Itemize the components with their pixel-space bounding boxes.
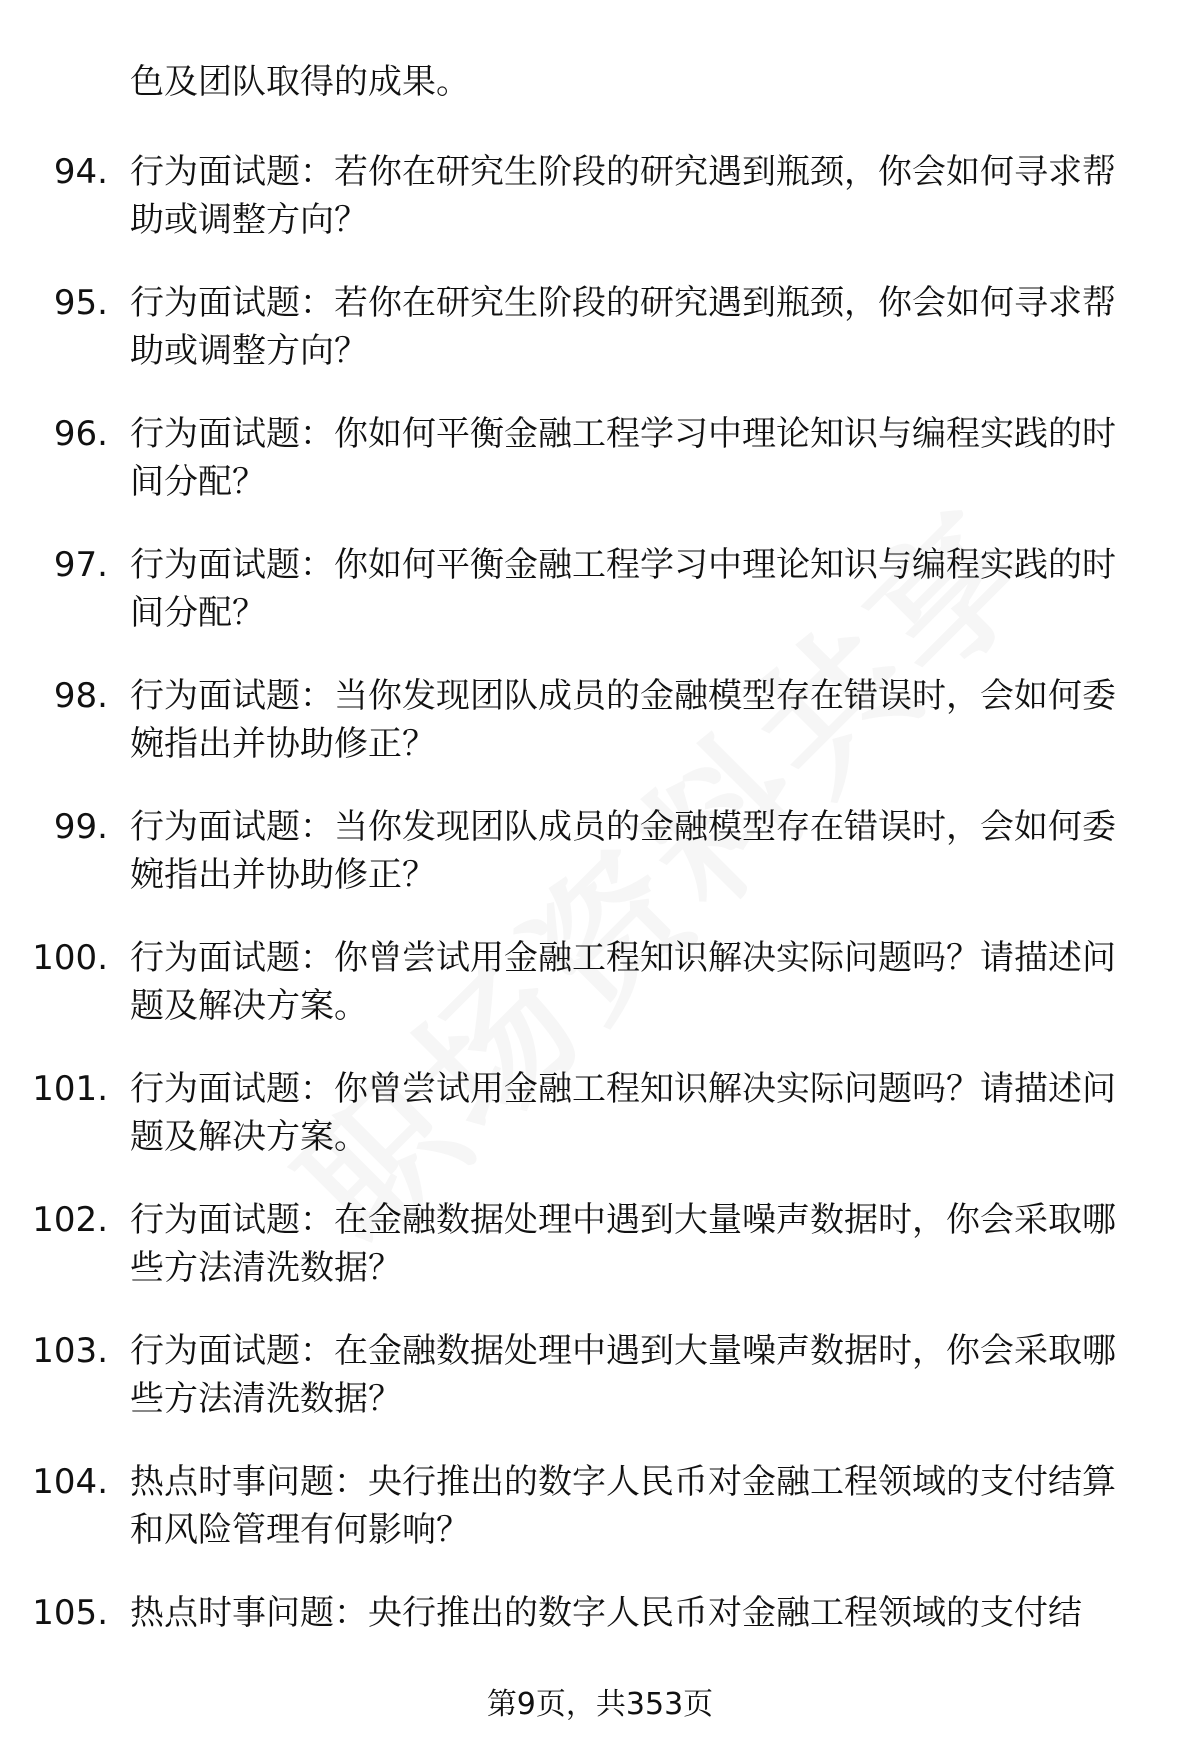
question-text: 行为面试题：你曾尝试用金融工程知识解决实际问题吗？请描述问题及解决方案。 [130, 938, 1116, 1026]
question-text: 行为面试题：在金融数据处理中遇到大量噪声数据时，你会采取哪些方法清洗数据？ [130, 1331, 1116, 1419]
question-text: 热点时事问题：央行推出的数字人民币对金融工程领域的支付结算和风险管理有何影响？ [130, 1462, 1116, 1550]
question-text: 行为面试题：你如何平衡金融工程学习中理论知识与编程实践的时间分配？ [130, 545, 1116, 633]
question-number: 101. [32, 1069, 108, 1109]
question-text: 行为面试题：在金融数据处理中遇到大量噪声数据时，你会采取哪些方法清洗数据？ [130, 1200, 1116, 1288]
question-item [0, 1458, 1200, 1589]
question-text: 行为面试题：若你在研究生阶段的研究遇到瓶颈，你会如何寻求帮助或调整方向？ [130, 152, 1116, 240]
question-text: 行为面试题：当你发现团队成员的金融模型存在错误时，会如何委婉指出并协助修正？ [130, 807, 1116, 895]
question-item [0, 1196, 1200, 1327]
question-number: 99. [53, 807, 108, 847]
question-number: 100. [32, 938, 108, 978]
question-number: 105. [32, 1593, 108, 1633]
question-number: 97. [53, 545, 108, 585]
question-item [0, 803, 1200, 934]
question-text: 行为面试题：当你发现团队成员的金融模型存在错误时，会如何委婉指出并协助修正？ [130, 676, 1116, 764]
question-item [0, 934, 1200, 1065]
question-list [0, 148, 1200, 1720]
question-text: 行为面试题：你如何平衡金融工程学习中理论知识与编程实践的时间分配？ [130, 414, 1116, 502]
page-footer: 第9页，共353页 [486, 1687, 714, 1722]
question-number: 96. [53, 414, 108, 454]
question-text: 行为面试题：若你在研究生阶段的研究遇到瓶颈，你会如何寻求帮助或调整方向？ [130, 283, 1116, 371]
question-number: 94. [53, 152, 108, 192]
question-number: 104. [32, 1462, 108, 1502]
question-item [0, 672, 1200, 803]
continuation-text: 色及团队取得的成果。 [130, 62, 470, 102]
question-text: 热点时事问题：央行推出的数字人民币对金融工程领域的支付结 [130, 1593, 1082, 1633]
question-item [0, 279, 1200, 410]
question-text: 行为面试题：你曾尝试用金融工程知识解决实际问题吗？请描述问题及解决方案。 [130, 1069, 1116, 1157]
question-item [0, 1065, 1200, 1196]
question-number: 98. [53, 676, 108, 716]
question-item [0, 541, 1200, 672]
question-number: 102. [32, 1200, 108, 1240]
question-item [0, 148, 1200, 279]
question-item [0, 1327, 1200, 1458]
question-number: 103. [32, 1331, 108, 1371]
question-number: 95. [53, 283, 108, 323]
question-item [0, 410, 1200, 541]
